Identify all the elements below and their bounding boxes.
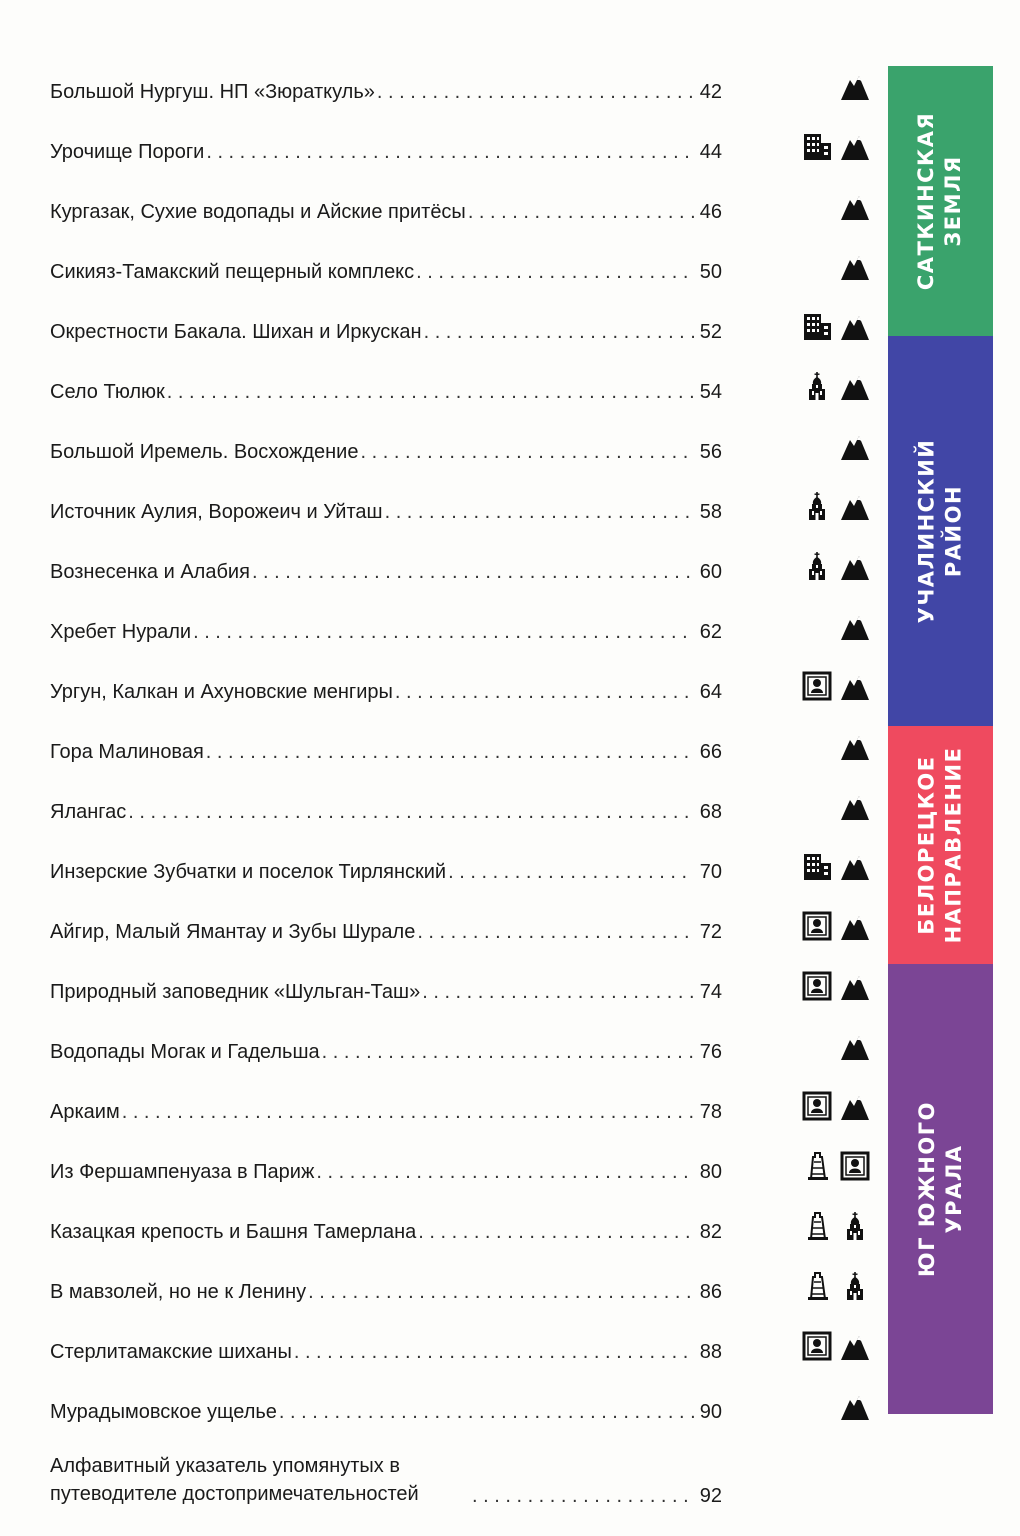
toc-row[interactable]: [50, 844, 722, 884]
entry-title: Источник Аулия, Ворожеич и Уйташ: [50, 501, 383, 523]
museum-icon: [802, 1091, 832, 1121]
museum-icon: [802, 1331, 832, 1361]
toc-row[interactable]: [50, 1024, 722, 1064]
row-icons: [780, 1388, 870, 1424]
entry-title: Казацкая крепость и Башня Тамерлана: [50, 1221, 417, 1243]
row-icons: [780, 548, 870, 584]
mountain-icon: [840, 971, 870, 1001]
row-icons: [780, 188, 870, 224]
page-number: 72: [699, 921, 722, 943]
region-label: ЮГ ЮЖНОГО УРАЛА: [914, 1101, 966, 1277]
church-icon: [802, 371, 832, 401]
toc-row[interactable]: [50, 1324, 722, 1364]
page-number: 92: [699, 1485, 722, 1507]
mountain-icon: [840, 731, 870, 761]
entry-title: Стерлитамакские шиханы: [50, 1341, 292, 1363]
museum-icon: [802, 911, 832, 941]
dot-leader: [167, 380, 694, 404]
mountain-icon: [840, 251, 870, 281]
mountain-icon: [840, 191, 870, 221]
dot-leader: [122, 1100, 694, 1124]
region-band-south-urals[interactable]: [888, 964, 993, 1414]
dot-leader: [422, 980, 694, 1004]
page-number: 70: [699, 861, 722, 883]
dot-leader: [206, 740, 694, 764]
page-number: 80: [699, 1161, 722, 1183]
entry-title: Аркаим: [50, 1101, 120, 1123]
tower-icon: [802, 1211, 832, 1241]
region-band-satka[interactable]: [888, 66, 993, 336]
page-number: 52: [699, 321, 722, 343]
page-number: 68: [699, 801, 722, 823]
building-icon: [802, 131, 832, 161]
dot-leader: [424, 320, 694, 344]
mountain-icon: [840, 1391, 870, 1421]
dot-leader: [416, 260, 694, 284]
dot-leader: [360, 440, 694, 464]
entry-title: Ялангас: [50, 801, 127, 823]
dot-leader: [128, 800, 694, 824]
entry-title: Окрестности Бакала. Шихан и Иркускан: [50, 321, 422, 343]
dot-leader: [193, 620, 694, 644]
mountain-icon: [840, 671, 870, 701]
dot-leader: [448, 860, 694, 884]
dot-leader: [468, 200, 694, 224]
row-icons: [780, 128, 870, 164]
mountain-icon: [840, 371, 870, 401]
row-icons: [780, 1148, 870, 1184]
mountain-icon: [840, 311, 870, 341]
dot-leader: [279, 1400, 694, 1424]
toc-row[interactable]: [50, 1384, 722, 1424]
row-icons: [780, 308, 870, 344]
page-number: 64: [699, 681, 722, 703]
row-icons: [780, 1208, 870, 1244]
entry-title: Кургазак, Сухие водопады и Айские притёсы: [50, 201, 466, 223]
church-icon: [840, 1271, 870, 1301]
row-icons: [780, 608, 870, 644]
row-icons: [780, 668, 870, 704]
toc-row[interactable]: [50, 904, 722, 944]
entry-title: Большой Нургуш. НП «Зюраткуль»: [50, 81, 375, 103]
entry-title: Алфавитный указатель упомянутых в путеводителе достопримечательностей: [50, 1455, 419, 1505]
toc-row[interactable]: [50, 364, 722, 404]
page-number: 88: [699, 1341, 722, 1363]
toc-row[interactable]: [50, 1084, 722, 1124]
tower-icon: [802, 1151, 832, 1181]
region-label: УЧАЛИНСКИЙ РАЙОН: [914, 438, 966, 624]
tower-icon: [802, 1271, 832, 1301]
page-number: 76: [699, 1041, 722, 1063]
mountain-icon: [840, 131, 870, 161]
row-icons: [780, 908, 870, 944]
page-number: 42: [699, 81, 722, 103]
entry-title: Водопады Могак и Гадельша: [50, 1041, 320, 1063]
region-band-uchaly[interactable]: [888, 336, 993, 726]
page-number: 46: [699, 201, 722, 223]
mountain-icon: [840, 791, 870, 821]
entry-title: Урочище Пороги: [50, 141, 205, 163]
row-icons: [780, 968, 870, 1004]
toc-row[interactable]: [50, 964, 722, 1004]
page-number: 44: [699, 141, 722, 163]
toc-row[interactable]: [50, 304, 722, 344]
dot-leader: [395, 680, 694, 704]
dot-leader: [206, 140, 694, 164]
dot-leader: [316, 1160, 694, 1184]
toc-row[interactable]: [50, 124, 722, 164]
toc-row[interactable]: [50, 604, 722, 644]
museum-icon: [840, 1151, 870, 1181]
toc-row[interactable]: [50, 664, 722, 704]
row-icons: [780, 1028, 870, 1064]
entry-title: Сикияз-Тамакский пещерный комплекс: [50, 261, 415, 283]
mountain-icon: [840, 1331, 870, 1361]
row-icons: [780, 428, 870, 464]
region-band-beloretsk[interactable]: [888, 726, 993, 964]
dot-leader: [472, 1484, 694, 1508]
mountain-icon: [840, 1091, 870, 1121]
entry-title: Инзерские Зубчатки и поселок Тирлянский: [50, 861, 447, 883]
entry-title: Большой Иремель. Восхождение: [50, 441, 359, 463]
museum-icon: [802, 971, 832, 1001]
toc-row[interactable]: [50, 1144, 722, 1184]
toc-row[interactable]: [50, 1264, 722, 1304]
page-number: 60: [699, 561, 722, 583]
page-number: 66: [699, 741, 722, 763]
row-icons: [780, 728, 870, 764]
dot-leader: [322, 1040, 694, 1064]
toc-row[interactable]: [50, 724, 722, 764]
page-number: 62: [699, 621, 722, 643]
row-icons: [780, 488, 870, 524]
church-icon: [840, 1211, 870, 1241]
church-icon: [802, 551, 832, 581]
page-number: 58: [699, 501, 722, 523]
row-icons: [780, 788, 870, 824]
building-icon: [802, 851, 832, 881]
mountain-icon: [840, 431, 870, 461]
dot-leader: [252, 560, 694, 584]
page-number: 74: [699, 981, 722, 1003]
page-number: 56: [699, 441, 722, 463]
mountain-icon: [840, 551, 870, 581]
toc-row[interactable]: [50, 424, 722, 464]
toc-row[interactable]: [50, 64, 722, 104]
entry-title: Гора Малиновая: [50, 741, 204, 763]
toc-row[interactable]: [50, 544, 722, 584]
toc-row-index[interactable]: [50, 1452, 722, 1508]
dot-leader: [385, 500, 694, 524]
toc-row[interactable]: [50, 784, 722, 824]
entry-title: В мавзолей, но не к Ленину: [50, 1281, 307, 1303]
page-number: 90: [699, 1401, 722, 1423]
row-icons: [780, 1088, 870, 1124]
mountain-icon: [840, 851, 870, 881]
mountain-icon: [840, 491, 870, 521]
toc-row[interactable]: [50, 484, 722, 524]
museum-icon: [802, 671, 832, 701]
dot-leader: [417, 920, 694, 944]
region-label: БЕЛОРЕЦКОЕ НАПРАВЛЕНИЕ: [914, 746, 966, 944]
entry-title: Природный заповедник «Шульган-Таш»: [50, 981, 421, 1003]
row-icons: [780, 1268, 870, 1304]
dot-leader: [418, 1220, 694, 1244]
row-icons: [780, 248, 870, 284]
row-icons: [780, 368, 870, 404]
entry-title: Ургун, Калкан и Ахуновские менгиры: [50, 681, 393, 703]
mountain-icon: [840, 611, 870, 641]
mountain-icon: [840, 911, 870, 941]
page-number: 86: [699, 1281, 722, 1303]
page-number: 82: [699, 1221, 722, 1243]
toc-row[interactable]: [50, 244, 722, 284]
entry-title: Айгир, Малый Ямантау и Зубы Шурале: [50, 921, 416, 943]
toc-row[interactable]: [50, 184, 722, 224]
dot-leader: [377, 80, 694, 104]
page-number: 50: [699, 261, 722, 283]
church-icon: [802, 491, 832, 521]
mountain-icon: [840, 71, 870, 101]
page-number: 54: [699, 381, 722, 403]
region-label: САТКИНСКАЯ ЗЕМЛЯ: [914, 111, 966, 291]
row-icons: [780, 68, 870, 104]
mountain-icon: [840, 1031, 870, 1061]
toc-row[interactable]: [50, 1204, 722, 1244]
entry-title: Мурадымовское ущелье: [50, 1401, 277, 1423]
dot-leader: [308, 1280, 694, 1304]
building-icon: [802, 311, 832, 341]
entry-title: Село Тюлюк: [50, 381, 165, 403]
row-icons: [780, 848, 870, 884]
row-icons: [780, 1328, 870, 1364]
entry-title: Хребет Нурали: [50, 621, 192, 643]
entry-title: Вознесенка и Алабия: [50, 561, 250, 583]
entry-title: Из Фершампенуаза в Париж: [50, 1161, 315, 1183]
dot-leader: [294, 1340, 694, 1364]
page-number: 78: [699, 1101, 722, 1123]
